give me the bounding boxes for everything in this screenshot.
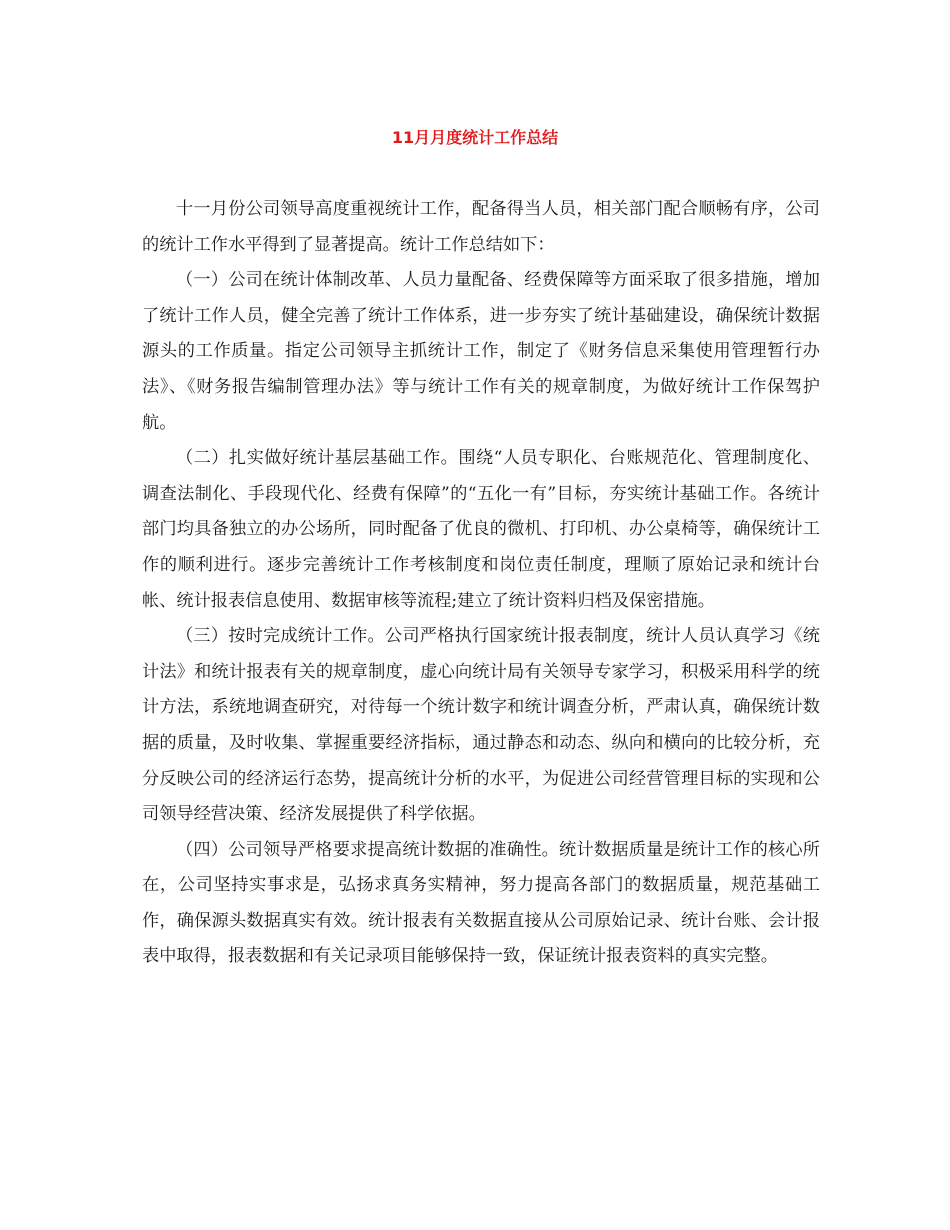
- paragraph-section-4: （四）公司领导严格要求提高统计数据的准确性。统计数据质量是统计工作的核心所在，公司坚持实事求是，弘扬求真务实精神，努力提高各部门的数据质量，规范基础工作，确保源头数据真实有效。统计报表有关数据直接从公司原始记录、统计台账、会计报表中取得，报表数据和有关记录项目能够保持一致，保证统计报表资料的真实完整。: [142, 839, 820, 967]
- paragraph-intro: 十一月份公司领导高度重视统计工作，配备得当人员，相关部门配合顺畅有序，公司的统计工作水平得到了显著提高。统计工作总结如下：: [142, 199, 820, 255]
- document-body: [142, 192, 820, 975]
- paragraph-section-2: （二）扎实做好统计基层基础工作。围绕“人员专职化、台账规范化、管理制度化、调查法制化、手段现代化、经费有保障”的“五化一有”目标，夯实统计基础工作。各统计部门均具备独立的办公场所，同时配备了优良的微机、打印机、办公桌椅等，确保统计工作的顺利进行。逐步完善统计工作考核制度和岗位责任制度，理顺了原始记录和统计台帐、统计报表信息使用、数据审核等流程;建立了统计资料归档及保密措施。: [142, 448, 820, 611]
- paragraph-section-3: （三）按时完成统计工作。公司严格执行国家统计报表制度，统计人员认真学习《统计法》和统计报表有关的规章制度，虚心向统计局有关领导专家学习，积极采用科学的统计方法，系统地调查研究，对待每一个统计数字和统计调查分析，严肃认真，确保统计数据的质量，及时收集、掌握重要经济指标，通过静态和动态、纵向和横向的比较分析，充分反映公司的经济运行态势，提高统计分析的水平，为促进公司经营管理目标的实现和公司领导经营决策、经济发展提供了科学依据。: [142, 626, 820, 825]
- paragraph-section-1: （一）公司在统计体制改革、人员力量配备、经费保障等方面采取了很多措施，增加了统计工作人员，健全完善了统计工作体系，进一步夯实了统计基础建设，确保统计数据源头的工作质量。指定公司领导主抓统计工作，制定了《财务信息采集使用管理暂行办法》、《财务报告编制管理办法》等与统计工作有关的规章制度，为做好统计工作保驾护航。: [142, 270, 820, 433]
- document-title: 11月月度统计工作总结: [391, 128, 559, 147]
